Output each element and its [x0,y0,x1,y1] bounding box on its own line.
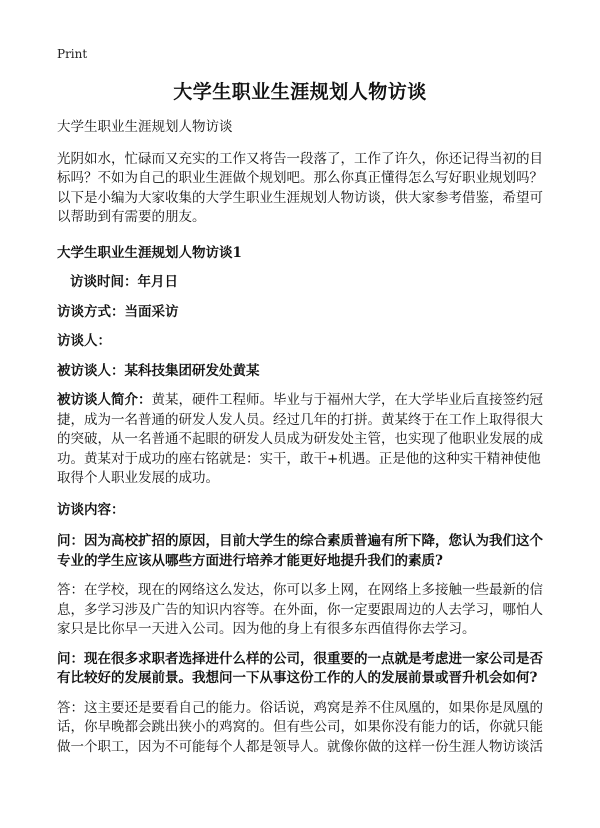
interview-method: 访谈方式：当面采访 [57,303,179,320]
interview-time: 访谈时间：年月日 [70,274,178,290]
profile-text: 黄某，硬件工程师。毕业与于福州大学，在大学毕业后直接签约冠捷，成为一名普通的研发人发人员。经过几年的打拼。黄某终于在工作上取得很大的突破，从一名普通不起眼的研发人员成为研发处主管，也实现了他职业发展的成功。黄某对于成功的座右铭就是：实干，敢干+机遇。正是他的这种实干精神使他取得个人职业发展的成功。 [57,392,543,486]
intro-paragraph: 光阴如水，忙碌而又充实的工作又将告一段落了，工作了许久，你还记得当初的目标吗？不如为自己的职业生涯做个规划吧。那么你真正懂得怎么写好职业规划吗？以下是小编为大家收集的大学生职业生涯规划人物访谈，供大家参考借鉴，希望可以帮助到有需要的朋友。 [57,150,543,225]
print-link[interactable]: Print [57,47,88,61]
interviewer: 访谈人： [57,333,111,349]
question-1: 问：因为高校扩招的原因，目前大学生的综合素质普遍有所下降，您认为我们这个专业的学生应该从哪些方面进行培养才能更好地提升我们的素质? [57,533,543,569]
question-2: 问：现在很多求职者选择进什么样的公司，很重要的一点就是考虑进一家公司是否有比较好的发展前景。我想问一下从事这份工作的人的发展前景或晋升机会如何? [57,650,543,686]
answer-2: 答：这主要还是要看自己的能力。俗话说，鸡窝是养不住凤凰的，如果你是凤凰的话，你早晚都会跳出狭小的鸡窝的。但有些公司，如果你没有能力的话，你就只能做一个职工，因为不可能每个人都是领导人。就像你做的这样一份生涯人物访谈活 [57,699,543,755]
article-body [57,118,547,757]
article-subtitle: 大学生职业生涯规划人物访谈 [57,119,233,135]
interviewee: 被访谈人：某科技集团研发处黄某 [57,362,260,379]
profile-paragraph [57,391,547,489]
page-title: 大学生职业生涯规划人物访谈 [173,81,427,103]
profile-label: 被访谈人简介： [57,392,152,408]
section-heading: 大学生职业生涯规划人物访谈1 [57,244,242,261]
answer-1: 答：在学校，现在的网络这么发达，你可以多上网，在网络上多接触一些最新的信息，多学习涉及广告的知识内容等。在外面，你一定要跟周边的人去学习，哪怕人家只是比你早一天进入公司。因为他的身上有很多东西值得你去学习。 [57,582,543,637]
content-label: 访谈内容： [57,501,125,518]
